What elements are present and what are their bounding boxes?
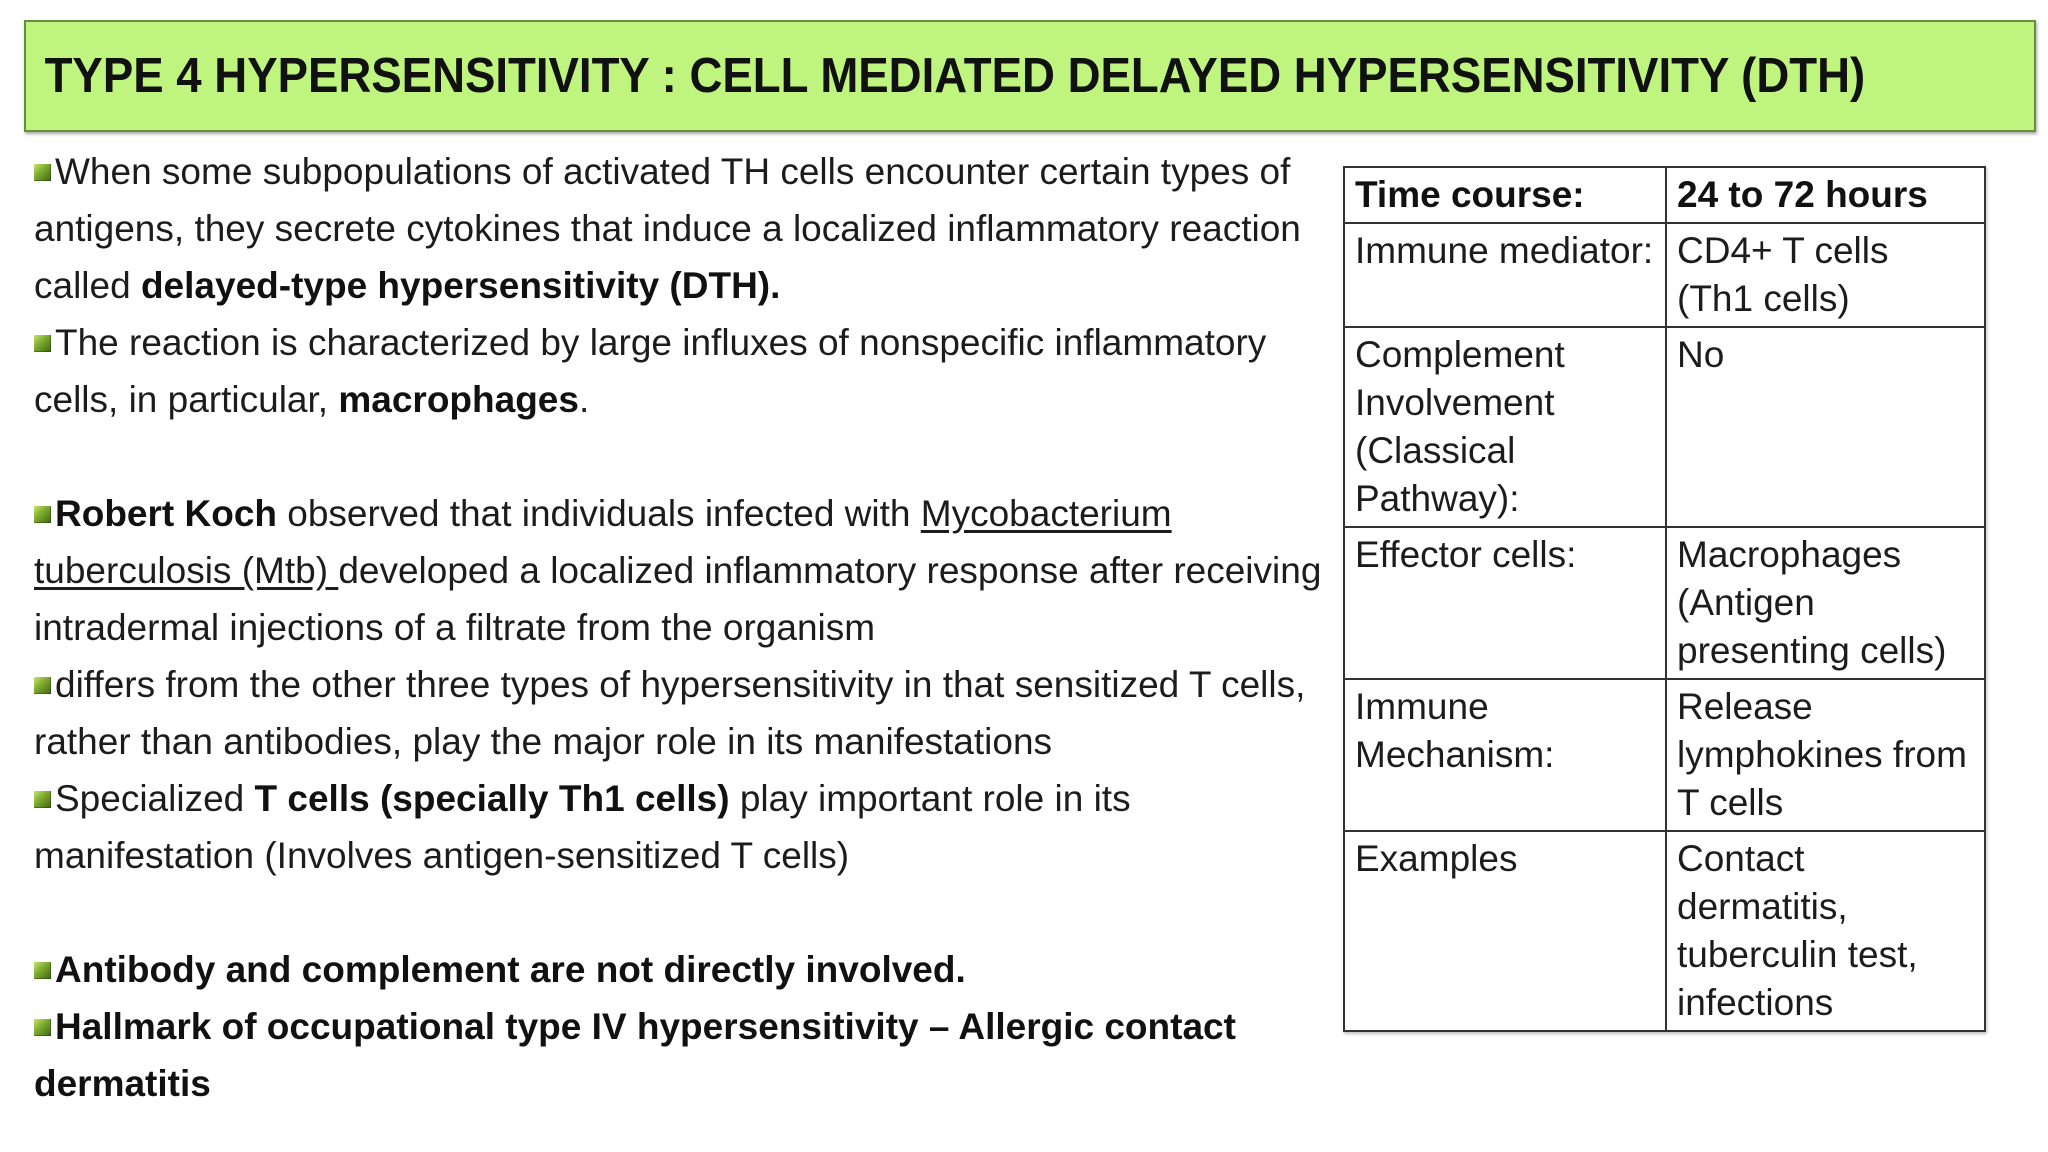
bullet-bold-text: Hallmark of occupational type IV hypersensitivity – Allergic contact dermatitis bbox=[34, 1006, 1236, 1104]
bullet-text-end: . bbox=[578, 379, 590, 420]
green-square-icon bbox=[34, 791, 51, 808]
table-key: Complement Involvement (Classical Pathway): bbox=[1344, 327, 1666, 527]
bullet-text: differs from the other three types of hypersensitivity in that sensitized T cells, rather than antibodies, play the major role in its manifestations bbox=[34, 664, 1306, 762]
table-row bbox=[1344, 527, 1985, 679]
bullet-text: play important role in its manifestation (Involves antigen-sensitized T cells) bbox=[34, 778, 1131, 876]
spacer bbox=[34, 884, 1334, 941]
table-row bbox=[1344, 167, 1985, 223]
green-square-icon bbox=[34, 164, 51, 181]
bullet-bold-text: Antibody and complement are not directly involved. bbox=[55, 949, 966, 990]
bullet-text: Specialized bbox=[55, 778, 255, 819]
bullet-list bbox=[34, 143, 1334, 1112]
table-value: No bbox=[1666, 327, 1985, 527]
bullet-text: observed that individuals infected with bbox=[277, 493, 921, 534]
title-banner bbox=[24, 20, 2036, 132]
bullet-item-specialized-t-cells bbox=[34, 770, 1334, 884]
table-key: Time course: bbox=[1344, 167, 1666, 223]
bullet-text: developed a localized inflammatory response after receiving intradermal injections of a filtrate from the organism bbox=[34, 550, 1322, 648]
table-row bbox=[1344, 223, 1985, 327]
table-row bbox=[1344, 831, 1985, 1031]
table-row bbox=[1344, 327, 1985, 527]
bullet-bold-text: Robert Koch bbox=[55, 493, 277, 534]
table-value: Macrophages (Antigen presenting cells) bbox=[1666, 527, 1985, 679]
table-key: Immune Mechanism: bbox=[1344, 679, 1666, 831]
dth-summary-table bbox=[1343, 166, 1986, 1032]
table-value: 24 to 72 hours bbox=[1666, 167, 1985, 223]
bullet-text: When some subpopulations of activated TH cells encounter certain types of antigens, they secrete cytokines that induce a localized inflammatory reaction called bbox=[34, 151, 1301, 306]
table-key: Immune mediator: bbox=[1344, 223, 1666, 327]
green-square-icon bbox=[34, 335, 51, 352]
bullet-text: The reaction is characterized by large influxes of nonspecific inflammatory cells, in particular, bbox=[34, 322, 1267, 420]
bullet-item-dth-definition bbox=[34, 143, 1334, 314]
green-square-icon bbox=[34, 962, 51, 979]
bullet-bold-text: T cells (specially Th1 cells) bbox=[254, 778, 730, 819]
bullet-bold-text: macrophages bbox=[338, 379, 579, 420]
green-square-icon bbox=[34, 1019, 51, 1036]
table-key: Examples bbox=[1344, 831, 1666, 1031]
table-value: CD4+ T cells (Th1 cells) bbox=[1666, 223, 1985, 327]
table-row bbox=[1344, 679, 1985, 831]
bullet-item-hallmark bbox=[34, 998, 1334, 1112]
bullet-item-antibody bbox=[34, 941, 1334, 998]
bullet-item-robert-koch bbox=[34, 485, 1334, 656]
slide-title: TYPE 4 HYPERSENSITIVITY : CELL MEDIATED DELAYED HYPERSENSITIVITY (DTH) bbox=[44, 49, 1866, 103]
table-key: Effector cells: bbox=[1344, 527, 1666, 679]
green-square-icon bbox=[34, 677, 51, 694]
bullet-bold-text: delayed-type hypersensitivity (DTH). bbox=[140, 265, 781, 306]
spacer bbox=[34, 428, 1334, 485]
bullet-item-differs bbox=[34, 656, 1334, 770]
bullet-item-reaction bbox=[34, 314, 1334, 428]
underlined-term: Mycobacterium tuberculosis (Mtb) bbox=[34, 493, 1172, 591]
table-value: Release lymphokines from T cells bbox=[1666, 679, 1985, 831]
table-value: Contact dermatitis, tuberculin test, infections bbox=[1666, 831, 1985, 1031]
green-square-icon bbox=[34, 506, 51, 523]
